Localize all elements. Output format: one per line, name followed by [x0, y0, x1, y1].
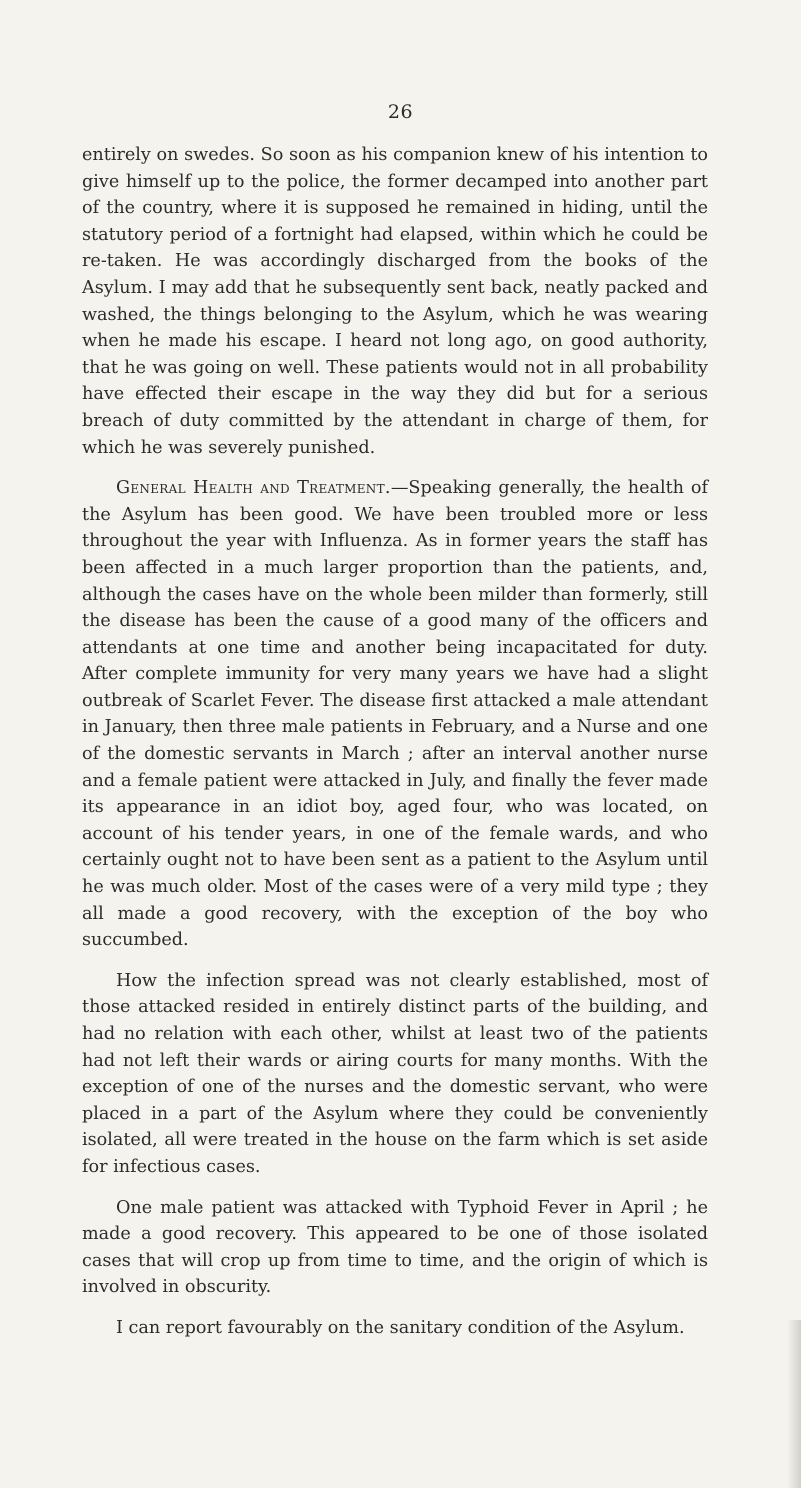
- paragraph-sanitary: I can report favourably on the sanitary condition of the Asylum.: [116, 1317, 685, 1338]
- page-edge-shadow: [787, 1320, 801, 1488]
- body-text: [82, 142, 708, 1356]
- paragraph-general-health: [82, 475, 708, 954]
- page-number: 26: [387, 101, 414, 123]
- paragraph-typhoid: One male patient was attacked with Typhoid Fever in April ; he made a good recovery. This appeared to be one of those isolated cases that will crop up from time to time, and the origin of which is involved in obscurity.: [82, 1197, 708, 1298]
- paragraph-infection-spread: How the infection spread was not clearly established, most of those attacked resided in entirely distinct parts of the building, and had no relation with each other, whilst at least two of the patients had not left their wards or airing courts for many months. With the exception of one of the nurses and the domestic servant, who were placed in a part of the Asylum where they could be conveniently isolated, all were treated in the house on the farm which is set aside for infectious cases.: [82, 970, 708, 1177]
- paragraph-continuation: entirely on swedes. So soon as his companion knew of his intention to give himself up to the police, the former decamped into another part of the country, where it is supposed he remained in hiding, until the statutory period of a fortnight had elapsed, within which he could be re-taken. He was accordingly discharged from the books of the Asylum. I may add that he subsequently sent back, neatly packed and washed, the things belonging to the Asylum, which he was wearing when he made his escape. I heard not long ago, on good authority, that he was going on well. These patients would not in all probability have effected their escape in the way they did but for a serious breach of duty committed by the attendant in charge of them, for which he was severely punished.: [82, 145, 708, 458]
- section-heading: General Health and Treatment.: [116, 478, 391, 499]
- paragraph-text: —Speaking generally, the health of the Asylum has been good. We have been troubled more or less throughout the year with Influenza. As in former years the staff has been affected in a much larger proportion than the patients, and, although the cases have on the whole been milder than formerly, still the disease has been the cause of a good many of the officers and attendants at one time and another being incapacitated for duty. After complete immunity for very many years we have had a slight outbreak of Scarlet Fever. The disease first attacked a male attendant in January, then three male patients in February, and a Nurse and one of the domestic servants in March ; after an interval another nurse and a female patient were attacked in July, and finally the fever made its appearance in an idiot boy, aged four, who was located, on account of his tender years, in one of the female wards, and who certainly ought not to have been sent as a patient to the Asylum until he was much older. Most of the cases were of a very mild type ; they all made a good recovery, with the exception of the boy who succumbed.: [82, 478, 708, 951]
